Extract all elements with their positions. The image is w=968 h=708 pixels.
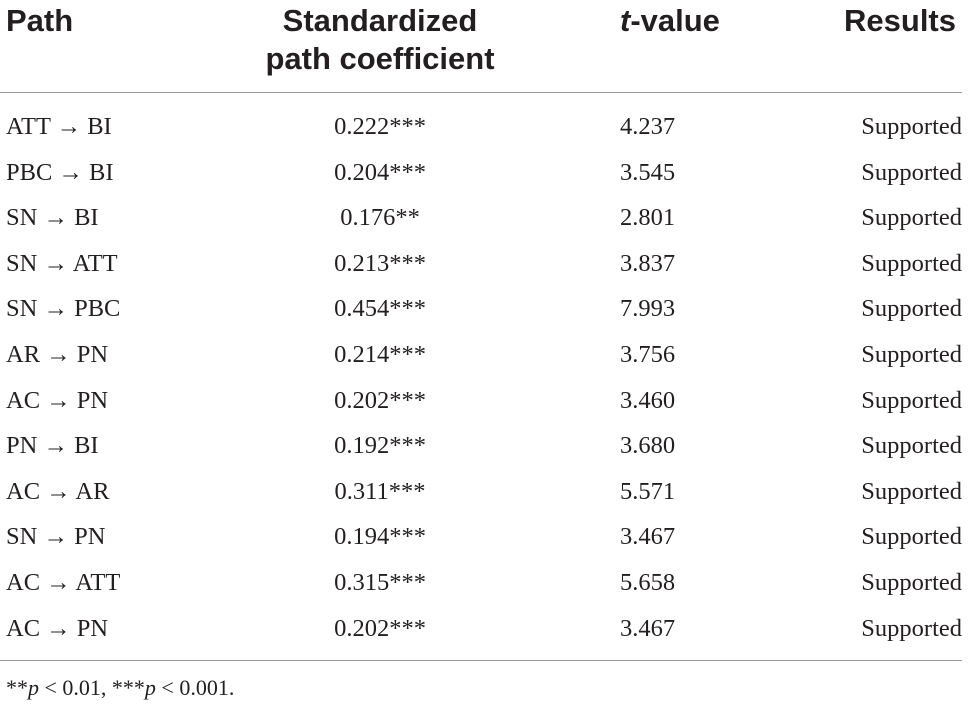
coefficient-cell: 0.202*** (334, 614, 426, 642)
table-row (0, 332, 962, 377)
header-coefficient-line1: Standardized (282, 3, 478, 38)
coefficient-cell: 0.194*** (334, 523, 426, 551)
path-cell: AC → AR (6, 477, 110, 505)
footnote-text-2: < 0.001. (155, 675, 235, 700)
footnote (6, 673, 234, 703)
coefficient-cell: 0.192*** (334, 432, 426, 460)
t-value-cell: 7.993 (620, 295, 676, 323)
t-value-cell: 3.837 (620, 249, 676, 277)
header-divider (0, 92, 962, 93)
table-row (0, 606, 962, 651)
path-cell: AC → ATT (6, 569, 121, 596)
coefficient-cell: 0.214*** (334, 341, 426, 368)
t-value-cell: 3.467 (620, 614, 676, 642)
coefficient-cell: 0.315*** (334, 569, 426, 596)
footnote-p-1: p (28, 675, 39, 700)
t-value-cell: 2.801 (620, 204, 676, 232)
table-row (0, 469, 962, 514)
result-cell: Supported (861, 569, 962, 596)
coefficient-cell: 0.311*** (334, 477, 426, 505)
path-cell: AR → PN (6, 341, 109, 368)
result-cell: Supported (861, 249, 962, 277)
path-cell: SN → PBC (6, 295, 121, 323)
header-t-value (620, 2, 720, 40)
table-row (0, 195, 962, 240)
path-cell: SN → BI (6, 204, 99, 232)
t-value-cell: 3.460 (620, 386, 676, 414)
path-cell: ATT → BI (6, 113, 112, 140)
header-path: Path (6, 3, 74, 38)
result-cell: Supported (861, 113, 962, 140)
path-cell: SN → PN (6, 523, 106, 551)
coefficient-cell: 0.454*** (334, 295, 426, 323)
table-row (0, 241, 962, 286)
header-t-rest: -value (630, 3, 720, 38)
header-results: Results (844, 3, 956, 38)
t-value-cell: 3.467 (620, 523, 676, 551)
path-cell: AC → PN (6, 386, 109, 414)
header-coefficient-line2: path coefficient (265, 41, 495, 76)
table-row (0, 560, 962, 605)
result-cell: Supported (861, 295, 962, 323)
result-cell: Supported (861, 477, 962, 505)
table-row (0, 514, 962, 559)
path-cell: PN → BI (6, 432, 99, 460)
coefficient-cell: 0.176** (340, 204, 420, 232)
table-row (0, 150, 962, 195)
table-row (0, 378, 962, 423)
coefficient-cell: 0.204*** (334, 158, 426, 186)
t-value-cell: 3.545 (620, 158, 676, 186)
t-value-cell: 5.571 (620, 477, 676, 505)
table-row (0, 286, 962, 331)
table-row (0, 423, 962, 468)
path-cell: PBC → BI (6, 158, 114, 186)
header-t-italic: t (620, 3, 631, 38)
t-value-cell: 3.680 (620, 432, 676, 460)
t-value-cell: 5.658 (620, 569, 676, 596)
path-cell: SN → ATT (6, 249, 118, 277)
result-cell: Supported (861, 158, 962, 186)
t-value-cell: 4.237 (620, 113, 676, 140)
table-row (0, 104, 962, 149)
result-cell: Supported (861, 523, 962, 551)
footnote-p-2: p (144, 675, 156, 700)
coefficient-cell: 0.222*** (334, 113, 426, 140)
footnote-stars-1: ** (6, 675, 28, 700)
coefficient-cell: 0.202*** (334, 386, 426, 414)
path-cell: AC → PN (6, 614, 109, 642)
result-cell: Supported (861, 432, 962, 460)
result-cell: Supported (861, 614, 962, 642)
coefficient-cell: 0.213*** (334, 249, 426, 277)
footnote-text-1: < 0.01, *** (39, 675, 145, 700)
result-cell: Supported (861, 386, 962, 414)
result-cell: Supported (861, 341, 962, 368)
t-value-cell: 3.756 (620, 341, 676, 368)
header-coefficient (230, 2, 530, 78)
result-cell: Supported (861, 204, 962, 232)
footer-divider (0, 660, 962, 661)
